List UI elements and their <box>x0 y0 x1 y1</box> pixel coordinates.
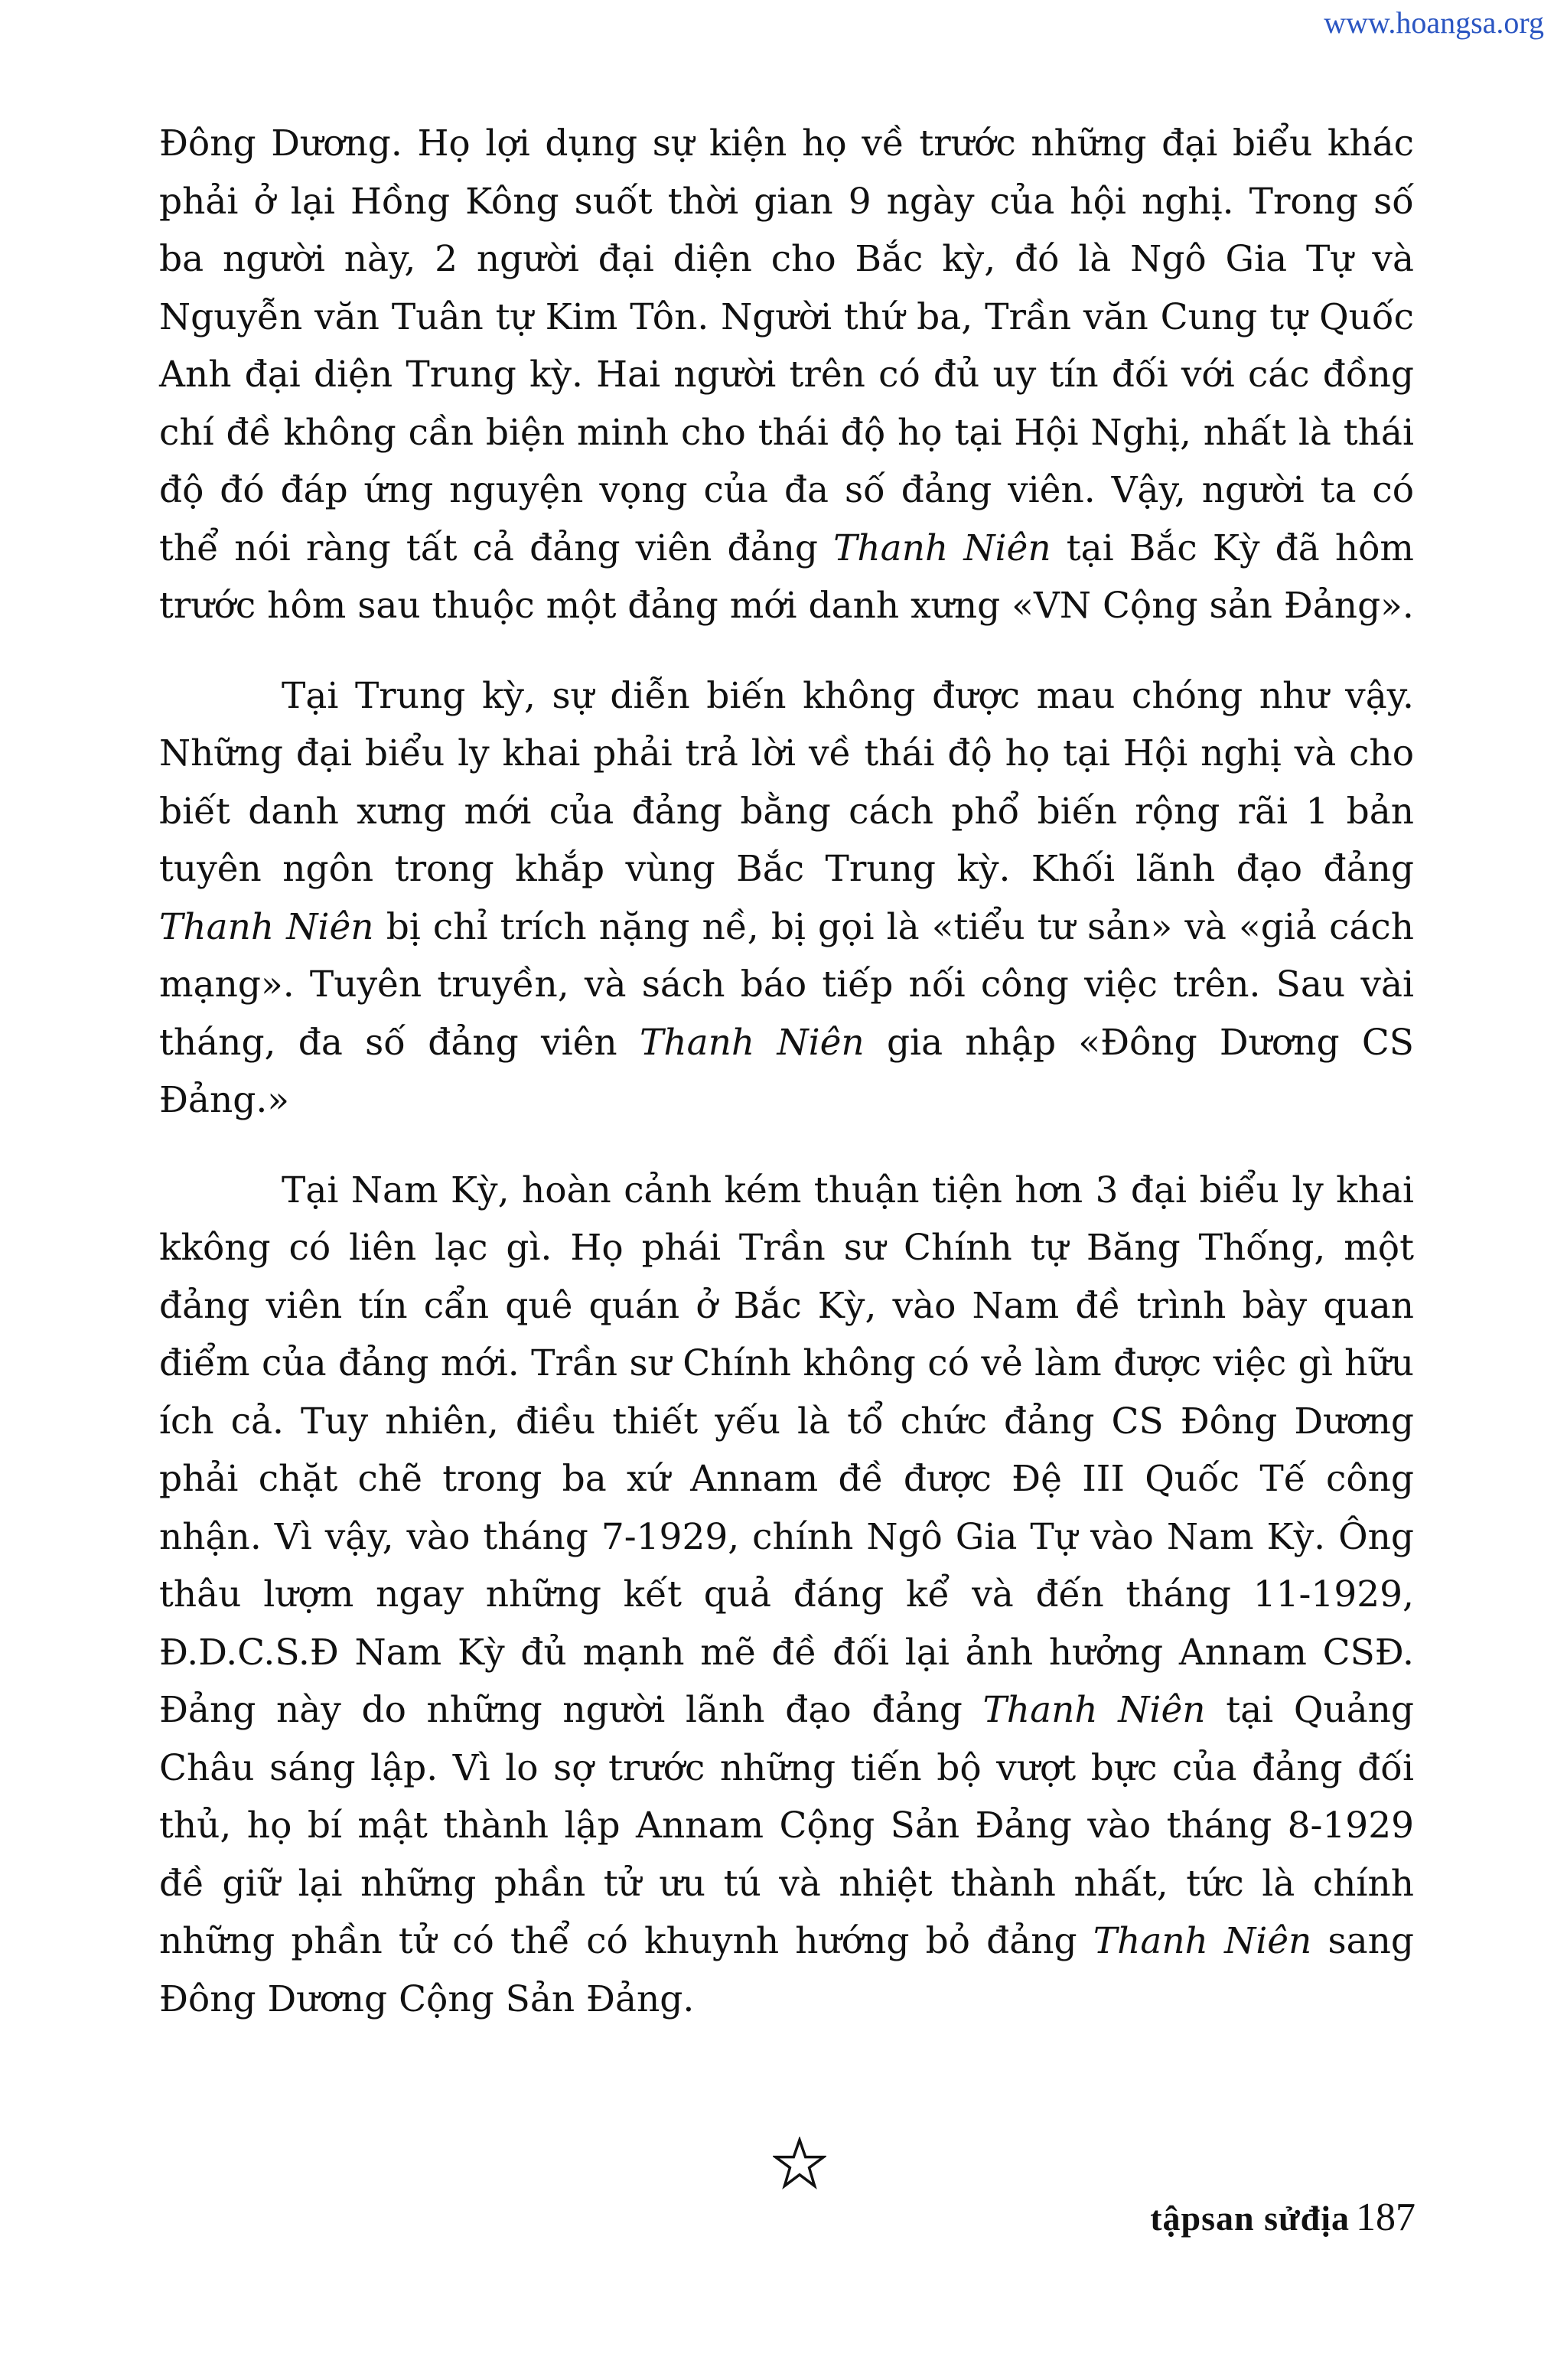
page-footer <box>1150 2195 1416 2240</box>
paragraph-1 <box>159 115 1414 635</box>
paragraph-1-segment: tại Bắc Kỳ đã hôm trước hôm sau thuộc một đảng mới danh xưng «VN Cộng sản Đảng». <box>159 527 1414 627</box>
paragraph-2-segment: Tại Trung kỳ, sự diễn biến không được mau chóng như vậy. Những đại biểu ly khai phải trả lời về thái độ họ tại Hội nghị và cho biết danh xưng mới của đảng bằng cách phổ biến rộng rãi 1 bản tuyên ngôn trong khắp vùng Bắc Trung kỳ. Khối lãnh đạo đảng <box>159 674 1414 890</box>
paragraph-3-segment: sang Đông Dương Cộng Sản Đảng. <box>159 1920 1414 2020</box>
paragraph-2 <box>159 667 1414 1130</box>
paragraph-1-italic-term: Thanh Niên <box>833 527 1051 569</box>
paragraph-2-segment: gia nhập «Đông Dương CS Đảng.» <box>159 1021 1414 1121</box>
page-number: 187 <box>1356 2196 1416 2239</box>
paragraph-3-italic-term: Thanh Niên <box>982 1689 1206 1731</box>
paragraph-3-segment: Tại Nam Kỳ, hoàn cảnh kém thuận tiện hơn 3 đại biểu ly khai kkông có liên lạc gì. Họ phái Trần sư Chính tự Băng Thống, một đảng viên tín cẩn quê quán ở Bắc Kỳ, vào Nam đề trình bày quan điểm của đảng mới. Trần sư Chính không có vẻ làm được việc gì hữu ích cả. Tuy nhiên, điều thiết yếu là tổ chức đảng CS Đông Dương phải chặt chẽ trong ba xứ Annam đề được Đệ III Quốc Tế công nhận. Vì vậy, vào tháng 7-1929, chính Ngô Gia Tự vào Nam Kỳ. Ông thâu lượm ngay những kết quả đáng kể và đến tháng 11-1929, Đ.D.C.S.Đ Nam Kỳ đủ mạnh mẽ đề đối lại ảnh hưởng Annam CSĐ. Đảng này do những người lãnh đạo đảng <box>159 1169 1414 1731</box>
star-outline-icon <box>773 2137 826 2190</box>
paragraph-3 <box>159 1162 1414 2029</box>
paragraph-2-italic-term: Thanh Niên <box>639 1021 865 1064</box>
paragraph-3-segment: tại Quảng Châu sáng lập. Vì lo sợ trước những tiến bộ vượt bực của đảng đối thủ, họ bí mật thành lập Annam Cộng Sản Đảng vào tháng 8-1929 đề giữ lại những phần tử ưu tú và nhiệt thành nhất, tức là chính những phần tử có thể có khuynh hướng bỏ đảng <box>159 1689 1414 1962</box>
paragraph-3-italic-term: Thanh Niên <box>1093 1920 1312 1962</box>
page-body <box>159 115 1414 2028</box>
paragraph-2-italic-term: Thanh Niên <box>159 905 374 948</box>
paragraph-1-segment: Đông Dương. Họ lợi dụng sự kiện họ về trước những đại biểu khác phải ở lại Hồng Kông suốt thời gian 9 ngày của hội nghị. Trong số ba người này, 2 người đại diện cho Bắc kỳ, đó là Ngô Gia Tự và Nguyễn văn Tuân tự Kim Tôn. Người thứ ba, Trần văn Cung tự Quốc Anh đại diện Trung kỳ. Hai người trên có đủ uy tín đối với các đồng chí đề không cần biện minh cho thái độ họ tại Hội Nghị, nhất là thái độ đó đáp ứng nguyện vọng của đa số đảng viên. Vậy, người ta có thể nói ràng tất cả đảng viên đảng <box>159 122 1414 569</box>
watermark-link[interactable]: www.hoangsa.org <box>1324 5 1544 40</box>
paragraph-2-segment: bị chỉ trích nặng nề, bị gọi là «tiểu tư sản» và «giả cách mạng». Tuyên truyền, và sách báo tiếp nối công việc trên. Sau vài tháng, đa số đảng viên <box>159 905 1415 1064</box>
journal-name: tậpsan sửđịa <box>1150 2199 1350 2238</box>
